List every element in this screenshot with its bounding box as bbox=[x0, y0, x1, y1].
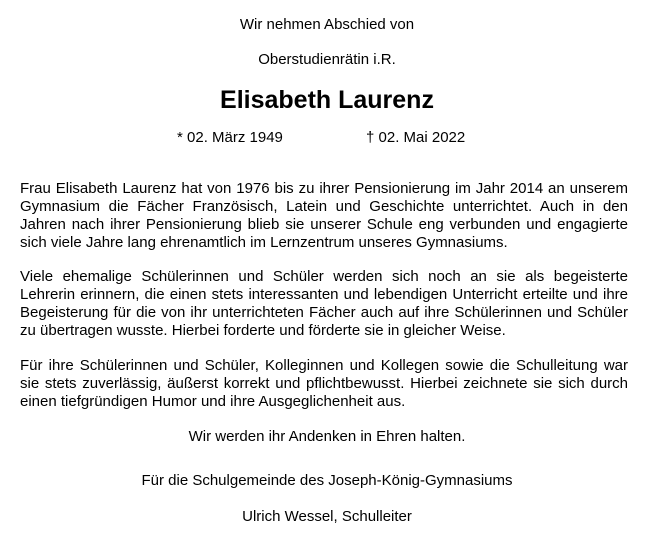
honorific-title: Oberstudienrätin i.R. bbox=[258, 51, 396, 68]
community-line: Für die Schulgemeinde des Joseph-König-Gymnasiums bbox=[141, 472, 513, 489]
closing-line: Wir werden ihr Andenken in Ehren halten. bbox=[188, 428, 466, 445]
death-date: † 02. Mai 2022 bbox=[366, 129, 466, 146]
life-dates bbox=[0, 129, 654, 149]
intro-line: Wir nehmen Abschied von bbox=[239, 16, 415, 33]
paragraph-character: Für ihre Schülerinnen und Schüler, Kolleginnen und Kollegen sowie die Schulleitung war sie stets zuverlässig, äußerst korrekt und pflichtbewusst. Hierbei zeichnete sie sich durch einen tiefgründigen Humor und ihre Ausgeglichenheit aus. bbox=[20, 357, 628, 410]
deceased-name: Elisabeth Laurenz bbox=[220, 86, 434, 114]
paragraph-memories: Viele ehemalige Schülerinnen und Schüler werden sich noch an sie als begeisterte Lehrerin erinnern, die einen stets interessanten und lebendigen Unterricht erteilte und ihre Begeisterung für die von ihr unterrichteten Fächer auch auf ihre Schülerinnen und Schüler zu übertragen wusste. Hierbei forderte und förderte sie in gleicher Weise. bbox=[20, 268, 628, 339]
paragraph-career: Frau Elisabeth Laurenz hat von 1976 bis zu ihrer Pensionierung im Jahr 2014 an unserem Gymnasium die Fächer Französisch, Latein und Geschichte unterrichtet. Auch in den Jahren nach ihrer Pensionierung blieb sie unserer Schule eng verbunden und engagierte sich viele Jahre lang ehrenamtlich im Lernzentrum unseres Gymnasiums. bbox=[20, 180, 628, 251]
signature-line: Ulrich Wessel, Schulleiter bbox=[242, 508, 412, 525]
birth-date: * 02. März 1949 bbox=[177, 129, 283, 146]
